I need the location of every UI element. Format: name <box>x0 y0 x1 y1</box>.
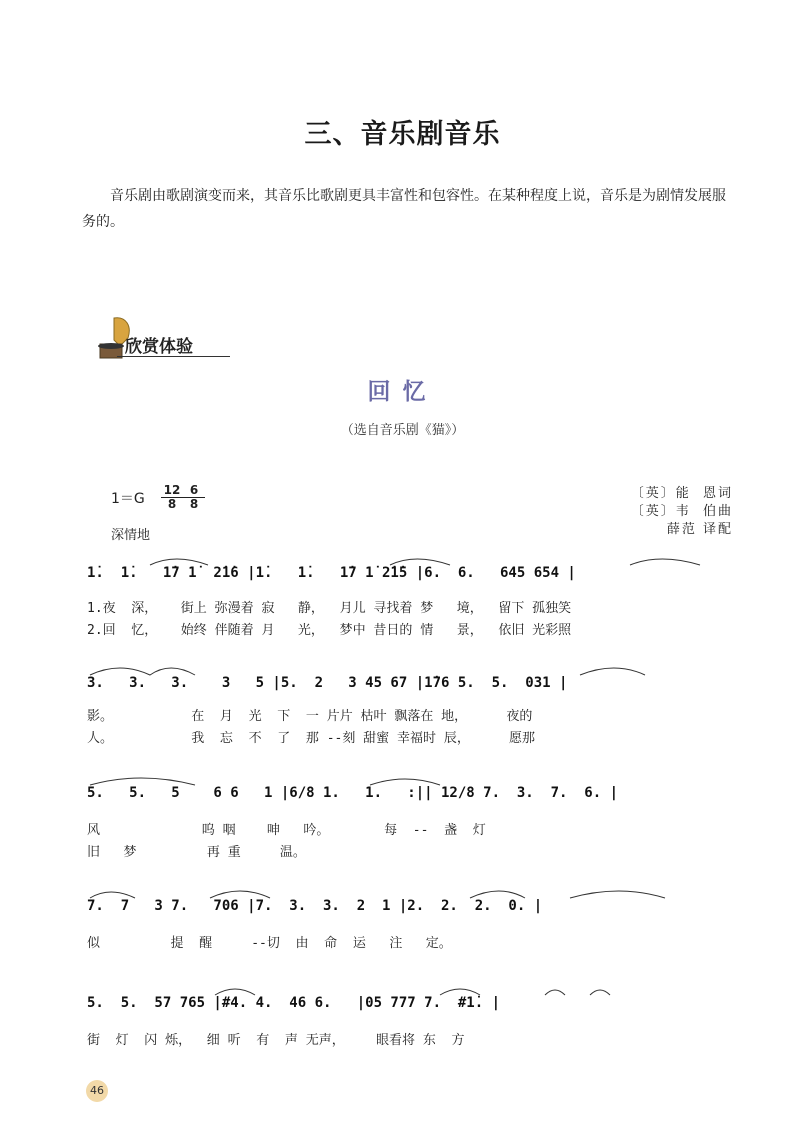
score-system-5 <box>0 975 805 1065</box>
score-system-3 <box>0 765 805 860</box>
section-underline <box>117 356 230 357</box>
song-source: （选自音乐剧《猫》） <box>340 423 465 438</box>
lyric-verse-2: 2.回 忆， 始终 伴随着 月 光， 梦中 昔日的 情 景， 依旧 光彩照 <box>87 623 572 638</box>
page-title: 三、音乐剧音乐 <box>304 119 501 150</box>
score-system-1 <box>0 545 805 638</box>
lyric-verse-1: 街 灯 闪 烁， 细 听 有 声 无声， 眼看将 东 方 <box>87 1033 465 1048</box>
lyric-verse-1: 影。 在 月 光 下 一 片片 枯叶 飘落在 地， 夜的 <box>87 709 533 724</box>
lyricist-credit: 〔英〕能 恩词 <box>630 486 733 501</box>
score-system-2 <box>0 655 805 745</box>
key-signature: 1＝G <box>111 491 145 507</box>
tempo-marking: 深情地 <box>111 528 151 543</box>
translator-credit: 薛范 译配 <box>666 522 733 537</box>
page-number: 46 <box>86 1080 108 1102</box>
lyric-verse-1: 1.夜 深， 街上 弥漫着 寂 静， 月儿 寻找着 梦 境， 留下 孤独笑 <box>87 601 572 616</box>
intro-paragraph: 音乐剧由歌剧演变而来，其音乐比歌剧更具丰富性和包容性。在某种程度上说，音乐是为剧情发展服务的。 <box>82 188 726 230</box>
notation-line: 7. 7 3 7. 706 |7. 3. 3. 2 1 |2. 2. 2. 0. | <box>87 898 543 914</box>
time-signature-12-8: 12 8 <box>161 484 183 511</box>
lyric-verse-2: 旧 梦 再 重 温。 <box>87 845 306 860</box>
notation-line: 1̇. 1̇. 1̇7 1̇ 2̇1̇6 |1̇. 1̇. 1̇7 1̇ 2̇1̇5 |6. 6. 645 654 | <box>87 565 576 581</box>
section-label: 欣赏体验 <box>125 337 193 357</box>
notation-line: 3. 3. 3. 3 5 |5. 2 3 45 67 |1̇76 5. 5. 031 | <box>87 675 568 691</box>
song-title: 回忆 <box>367 379 438 405</box>
lyric-verse-1: 似 提 醒 --切 由 命 运 注 定。 <box>87 936 452 951</box>
composer-credit: 〔英〕韦 伯曲 <box>630 504 733 519</box>
notation-line: 5. 5. 5 6 6 1 |6/8 1. 1. :|| 12/8 7. 3. 7. 6. | <box>87 785 619 801</box>
lyric-verse-1: 风 呜 咽 呻 吟。 每 -- 盏 灯 <box>87 823 486 838</box>
time-signature-6-8: 6 8 <box>183 484 205 511</box>
notation-line: 5. 5. 57 765 |#4. 4. 46 6. |05 777 7. #1̇. | <box>87 995 501 1011</box>
lyric-verse-2: 人。 我 忘 不 了 那 --刻 甜蜜 幸福时 辰， 愿那 <box>87 731 535 746</box>
score-system-4 <box>0 878 805 968</box>
